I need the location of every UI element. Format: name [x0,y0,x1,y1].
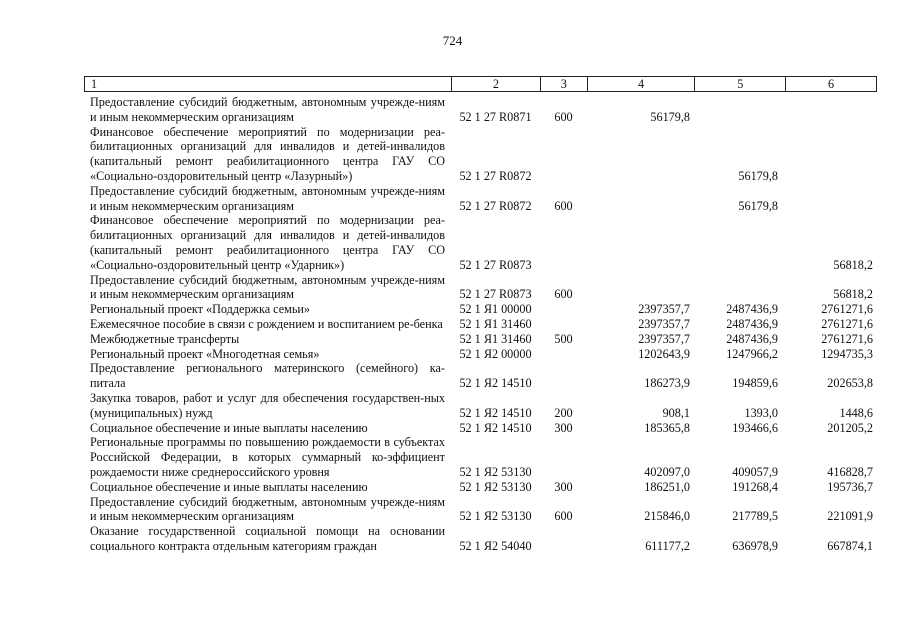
table-row [84,421,877,436]
row-name: Финансовое обеспечение мероприятий по модернизации реа-билитационных организаций для инвалидов и детей-инвалидов (капитальный ремонт реабилитационного центра ГАУ СО «Социально-оздоровительный центр «Лазурный») [90,124,445,183]
row-code: 52 1 Я2 14510 [459,376,532,391]
budget-table [84,76,877,554]
row-code: 52 1 27 R0873 [459,257,532,272]
header-col-6: 6 [785,77,876,91]
row-value-col6: 1294735,3 [821,346,873,361]
row-value-col6: 201205,2 [827,420,873,435]
row-value-col6: 221091,9 [827,509,873,524]
row-value-col6: 195736,7 [827,479,873,494]
row-value-col5: 409057,9 [732,464,778,479]
row-name: Ежемесячное пособие в связи с рождением и воспитанием ре-бенка [90,316,443,331]
row-code: 52 1 Я1 31460 [459,331,532,346]
row-value-col6: 2761271,6 [821,302,873,317]
table-row [84,95,877,125]
row-value-col5: 194859,6 [732,376,778,391]
row-value-col5: 191268,4 [732,479,778,494]
row-value-col4: 2397357,7 [638,316,690,331]
header-col-5: 5 [694,77,785,91]
row-code: 52 1 27 R0873 [459,287,532,302]
row-code: 52 1 Я2 54040 [459,538,532,553]
table-row [84,495,877,525]
table-row [84,524,877,554]
row-value-col4: 186273,9 [644,376,690,391]
row-value-col4: 56179,8 [650,109,690,124]
table-row [84,213,877,272]
row-code: 52 1 Я2 53130 [459,509,532,524]
row-value-col4: 2397357,7 [638,331,690,346]
row-code: 52 1 Я2 14510 [459,405,532,420]
row-name: Социальное обеспечение и иные выплаты населению [90,479,368,494]
row-value-col5: 2487436,9 [726,302,778,317]
row-value-col4: 611177,2 [645,538,690,553]
row-value-col5: 2487436,9 [726,316,778,331]
row-value-col6: 56818,2 [833,287,873,302]
row-code: 52 1 27 R0872 [459,198,532,213]
row-value-col4: 215846,0 [644,509,690,524]
row-type: 300 [554,420,573,435]
row-name: Региональный проект «Многодетная семья» [90,346,320,361]
table-row [84,480,877,495]
row-name: Предоставление субсидий бюджетным, автономным учрежде-ниям и иным некоммерческим организациям [90,183,445,213]
table-header [84,76,877,92]
header-col-3: 3 [540,77,587,91]
row-value-col6: 56818,2 [833,257,873,272]
row-value-col6: 416828,7 [827,464,873,479]
header-col-4: 4 [587,77,695,91]
row-type: 500 [554,331,573,346]
table-row [84,332,877,347]
page-number: 724 [442,33,463,48]
row-value-col5: 1393,0 [744,405,778,420]
row-code: 52 1 27 R0871 [459,109,532,124]
row-value-col5: 56179,8 [738,198,778,213]
row-type: 600 [554,509,573,524]
row-name: Предоставление субсидий бюджетным, автономным учрежде-ниям и иным некоммерческим организациям [90,272,445,302]
table-row [84,184,877,214]
table-body [84,92,877,554]
table-row [84,125,877,184]
row-type: 600 [554,198,573,213]
row-name: Оказание государственной социальной помощи на основании социального контракта отдельным категориям граждан [90,524,445,553]
row-name: Предоставление субсидий бюджетным, автономным учрежде-ниям и иным некоммерческим организациям [90,95,445,124]
table-row [84,317,877,332]
row-value-col4: 2397357,7 [638,302,690,317]
row-value-col5: 56179,8 [738,168,778,183]
table-row [84,391,877,421]
row-value-col4: 402097,0 [644,464,690,479]
row-value-col5: 193466,6 [732,420,778,435]
row-value-col5: 2487436,9 [726,331,778,346]
row-type: 200 [554,405,573,420]
row-code: 52 1 Я2 53130 [459,464,532,479]
row-code: 52 1 Я2 14510 [459,420,532,435]
header-col-2: 2 [451,77,540,91]
row-value-col4: 908,1 [662,405,690,420]
row-value-col6: 2761271,6 [821,316,873,331]
row-name: Финансовое обеспечение мероприятий по модернизации реа-билитационных организаций для инвалидов и детей-инвалидов (капитальный ремонт реабилитационного центра ГАУ СО «Социально-оздоровительный центр «Ударник») [90,213,445,272]
row-code: 52 1 Я2 53130 [459,479,532,494]
row-value-col6: 667874,1 [827,538,873,553]
row-code: 52 1 Я2 00000 [459,346,532,361]
row-name: Предоставление субсидий бюджетным, автономным учрежде-ниям и иным некоммерческим организациям [90,494,445,524]
row-name: Социальное обеспечение и иные выплаты населению [90,420,368,435]
row-value-col4: 185365,8 [644,420,690,435]
row-code: 52 1 Я1 00000 [459,302,532,317]
table-row [84,347,877,362]
row-name: Предоставление регионального материнского (семейного) ка-питала [90,361,445,391]
row-value-col4: 1202643,9 [638,346,690,361]
row-name: Региональный проект «Поддержка семьи» [90,302,311,317]
table-row [84,273,877,303]
row-type: 600 [554,109,573,124]
row-value-col5: 1247966,2 [726,346,778,361]
table-row [84,361,877,391]
table-row [84,302,877,317]
row-value-col5: 217789,5 [732,509,778,524]
row-code: 52 1 27 R0872 [459,168,532,183]
row-type: 300 [554,479,573,494]
row-value-col4: 186251,0 [644,479,690,494]
row-code: 52 1 Я1 31460 [459,316,532,331]
row-type: 600 [554,287,573,302]
row-value-col6: 202653,8 [827,376,873,391]
row-name: Межбюджетные трансферты [90,331,240,346]
row-name: Региональные программы по повышению рождаемости в субъектах Российской Федерации, в которых суммарный ко-эффициент рождаемости ниже среднероссийского уровня [90,435,445,479]
row-name: Закупка товаров, работ и услуг для обеспечения государствен-ных (муниципальных) нужд [90,390,445,420]
header-col-1: 1 [91,77,98,91]
row-value-col6: 1448,6 [839,405,873,420]
row-value-col6: 2761271,6 [821,331,873,346]
table-row [84,435,877,479]
row-value-col5: 636978,9 [732,538,778,553]
